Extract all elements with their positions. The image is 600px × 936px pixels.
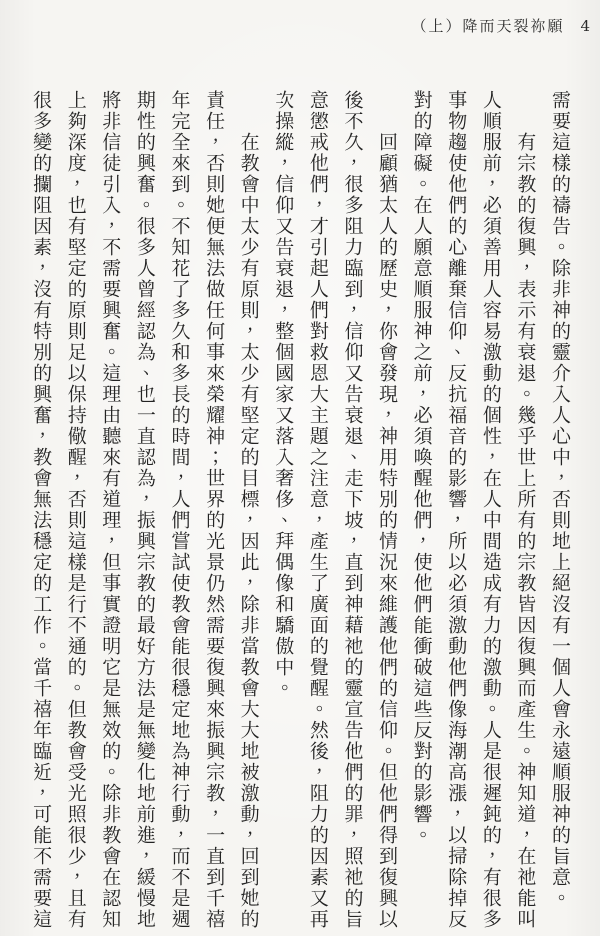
text-column: 期性的興奮。很多人曾經認為、也一直認為，振興宗教的最好方法是無變化地前進，緩慢地 (133, 90, 156, 930)
text-column: 將非信徒引入，不需要興奮。這理由聽來有道理，但事實證明它是無效的。除非教會在認知 (99, 90, 122, 930)
text-column: 意懲戒他們，才引起人們對救恩大主題之注意，產生了廣面的覺醒。然後，阻力的因素又再 (306, 90, 329, 930)
running-head (411, 15, 590, 36)
text-column: 人順服前，必須善用人容易激動的個性，在人中間造成有力的激動。人是很遲鈍的，有很多 (479, 90, 502, 930)
text-column: 事物趨使他們的心離棄信仰、反抗福音的影響，所以必須激動他們像海潮高漲，以掃除掉反 (445, 90, 468, 930)
text-column: 次操縱，信仰又告衰退，整個國家又落入奢侈、拜偶像和驕傲中。 (272, 90, 295, 699)
text-column: 責任，否則她便無法做任何事來榮耀神；世界的光景仍然需要復興來振興宗教，一直到千禧 (203, 90, 226, 930)
text-column: 後不久，很多阻力臨到，信仰又告衰退、走下坡，直到神藉祂的靈宣告他們的罪，照祂的旨 (341, 90, 364, 930)
text-column: 需要這樣的禱告。除非神的靈介入人心中，否則地上絕沒有一個人會永遠順服神的旨意。 (549, 90, 571, 909)
page-text-body (21, 90, 577, 936)
text-column: 對的障礙。在人願意順服神之前，必須喚醒他們，使他們能衝破這些反對的影響。 (410, 90, 433, 846)
text-column: 年完全來到。不知花了多久和多長的時間，人們嘗試使教會能很穩定地為神行動，而不是週 (168, 90, 191, 930)
running-title: （上）降而天裂祢願 (411, 17, 565, 35)
page-number: 4 (580, 16, 590, 35)
text-column: 有宗教的復興，表示有衰退。幾乎世上所有的宗教皆因復興而產生。神知道，在祂能叫 (514, 132, 537, 930)
text-column: 回顧猶太人的歷史，你會發現，神用特別的情況來維護他們的信仰。但他們得到復興以 (376, 132, 399, 930)
text-column: 很多變的攔阻因素，沒有特別的興奮，教會無法穩定的工作。當千禧年臨近，可能不需要這 (30, 90, 53, 930)
text-column: 上夠深度，也有堅定的原則足以保持儆醒，否則這樣是行不通的。但教會受光照很少，且有 (64, 90, 87, 930)
text-column: 在教會中太少有原則，太少有堅定的目標，因此，除非當教會大大地被激動，回到她的 (237, 132, 260, 930)
